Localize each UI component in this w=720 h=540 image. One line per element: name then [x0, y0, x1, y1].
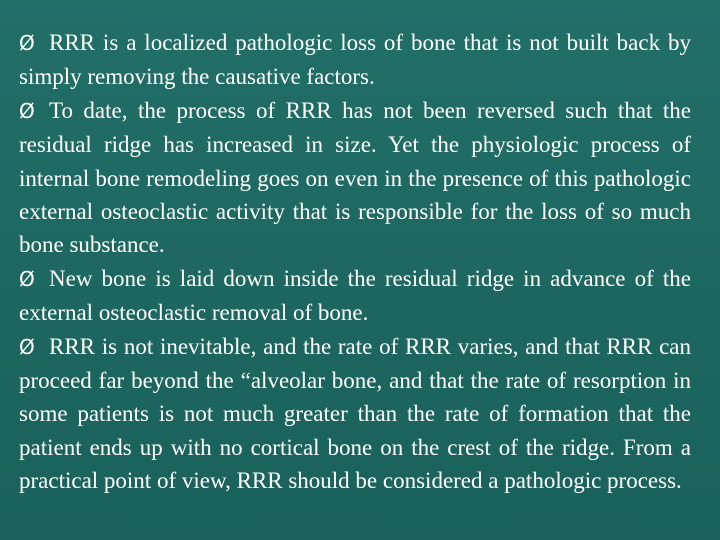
bullet-paragraph-3: [19, 262, 691, 330]
arrow-bullet-icon: Ø: [19, 98, 35, 123]
bullet-paragraph-2: [19, 94, 691, 262]
paragraph-text: New bone is laid down inside the residual ridge in advance of the external osteoclastic removal of bone.: [19, 265, 691, 326]
paragraph-text: To date, the process of RRR has not been reversed such that the residual ridge has increased in size. Yet the physiologic process of internal bone remodeling goes on even in the presence of this pathologic external osteoclastic activity that is responsible for the loss of so much bone substance.: [19, 97, 691, 258]
arrow-bullet-icon: Ø: [19, 266, 35, 291]
arrow-bullet-icon: Ø: [19, 31, 35, 55]
paragraph-text: RRR is not inevitable, and the rate of RRR varies, and that RRR can proceed far beyond the “alveolar bone, and that the rate of resorption in some patients is not much greater than the rate of formation that the patient ends up with no cortical bone on the crest of the ridge. From a practical point of view, RRR should be considered a pathologic process.: [19, 333, 691, 494]
bullet-paragraph-4: [19, 330, 691, 498]
arrow-bullet-icon: Ø: [19, 334, 35, 359]
bullet-paragraph-1: [19, 26, 691, 94]
paragraph-text: RRR is a localized pathologic loss of bone that is not built back by simply removing the causative factors.: [19, 30, 691, 90]
slide-body: [19, 26, 691, 498]
